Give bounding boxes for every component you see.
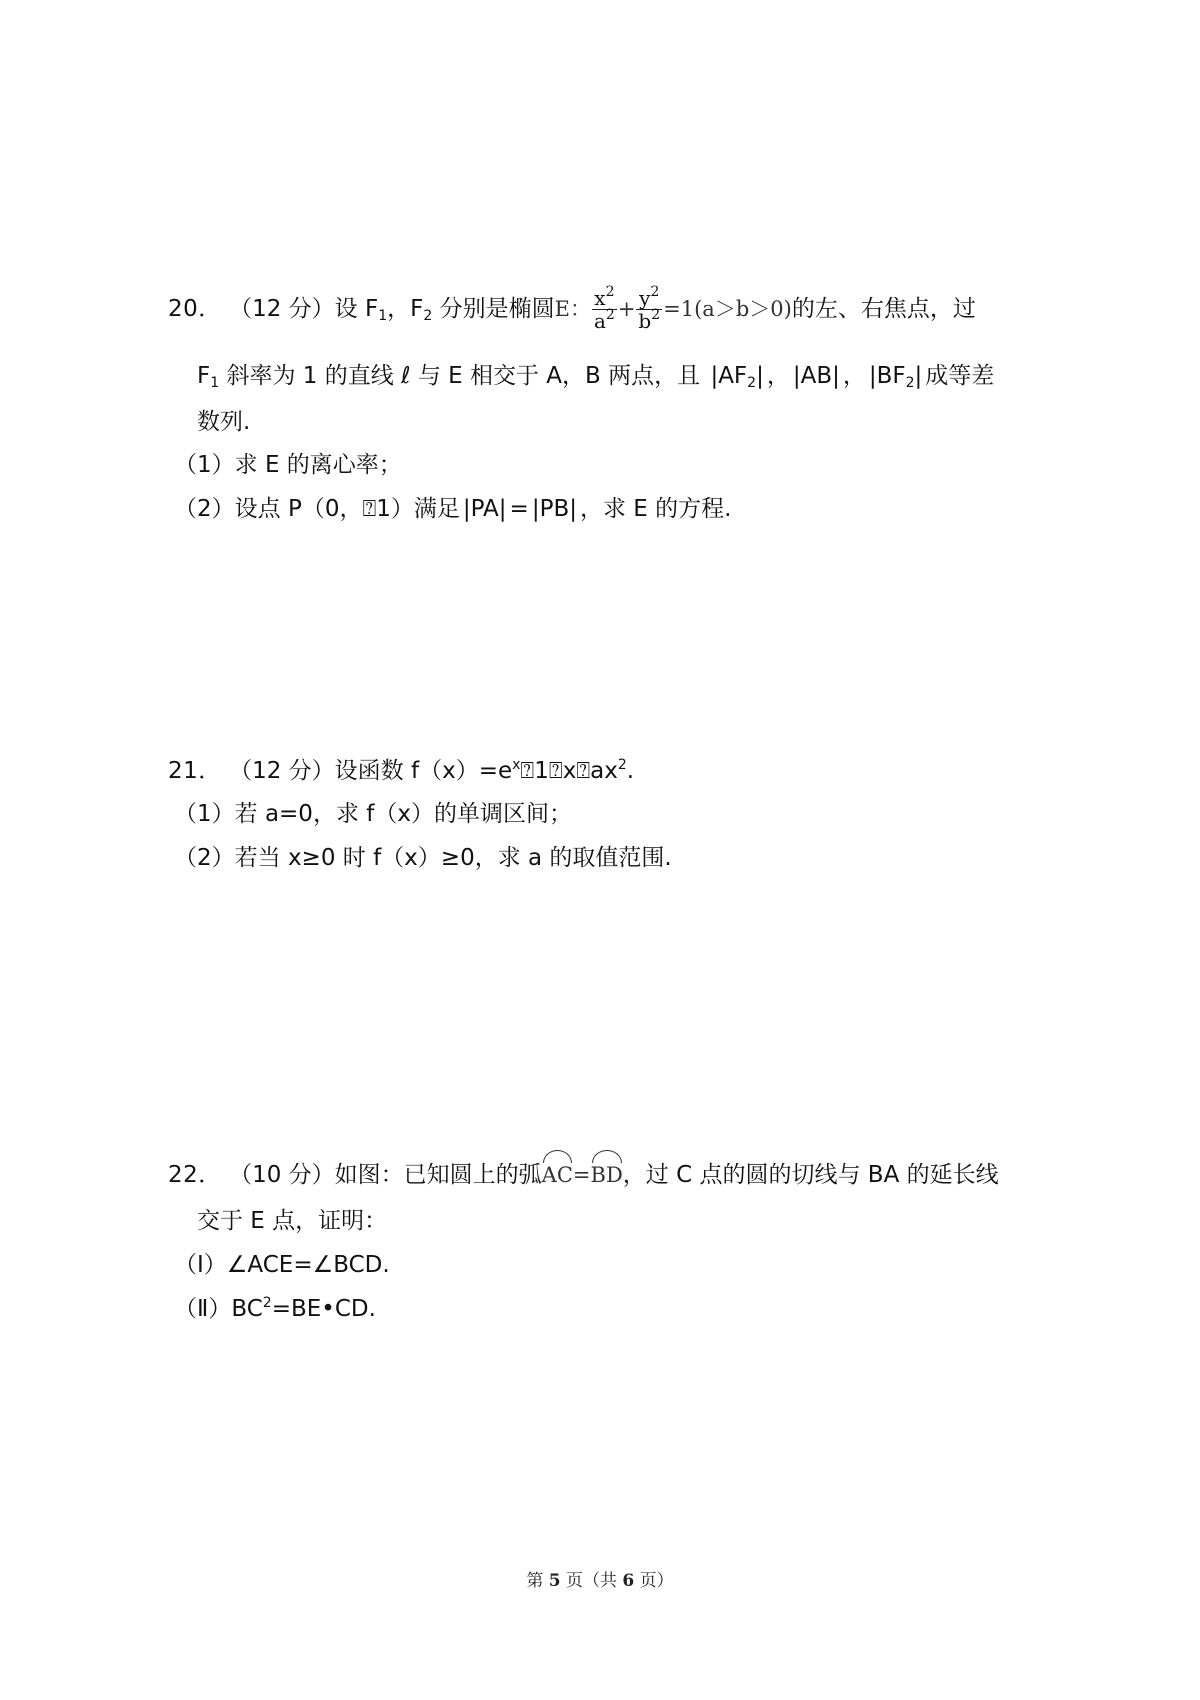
- abs-pb-text: PB: [539, 496, 570, 522]
- comma: ，: [766, 363, 790, 389]
- footer-mid: 页（共: [560, 1571, 623, 1591]
- missing-glyph: ⍰: [548, 758, 563, 784]
- q21-line1: [168, 754, 634, 788]
- abs-pa-text: PA: [470, 496, 499, 522]
- frac1-top: x: [594, 286, 606, 310]
- q20-line2-text: 斜率为 1 的直线 ℓ 与 E 相交于 A，B 两点，且: [219, 363, 701, 389]
- frac1-bot-sup: 2: [605, 307, 615, 323]
- page-total: 6: [622, 1571, 635, 1591]
- q20-mid2: 分别是椭圆: [432, 296, 555, 322]
- q21-mid2: x: [562, 758, 577, 784]
- frac2-top-sup: 2: [650, 284, 660, 300]
- q21-mid3: ax: [590, 758, 618, 784]
- q22-part1: （Ⅰ）∠ACE=∠BCD.: [174, 1252, 390, 1278]
- q22-part2-start: （Ⅱ）BC: [174, 1296, 263, 1322]
- q22-line2: 交于 E 点，证明：: [197, 1208, 388, 1234]
- q20-line1: [168, 284, 976, 333]
- abs-af2-sub: 2: [747, 375, 757, 391]
- missing-glyph: ⍰: [362, 496, 377, 522]
- arc-bd: BD: [591, 1152, 623, 1192]
- q22-points: （10 分）: [229, 1162, 335, 1188]
- fraction-x-over-a: [592, 284, 617, 333]
- q22-number: 22．: [168, 1162, 222, 1188]
- q20-line2-sub: 1: [210, 375, 220, 391]
- footer-prefix: 第: [526, 1571, 549, 1591]
- q20-line2: [197, 359, 994, 393]
- exp-2: 2: [617, 757, 627, 773]
- abs-ab: |AB|: [792, 363, 840, 389]
- q20-line3: 数列.: [197, 409, 251, 435]
- footer-suffix: 页）: [634, 1571, 674, 1591]
- q20-intro: 设 F: [334, 296, 379, 322]
- q21-end: .: [626, 758, 635, 784]
- abs-af2: $|AF_2|$: [710, 363, 764, 391]
- q22-tail: ，过 C 点的圆的切线与 BA 的延长线: [622, 1162, 999, 1188]
- q22-intro: 如图：已知圆上的弧: [334, 1162, 542, 1188]
- abs-af2-text: AF: [718, 363, 748, 389]
- missing-glyph: ⍰: [520, 758, 535, 784]
- page-footer: [0, 1566, 1200, 1591]
- abs-bf2-text: BF: [876, 363, 906, 389]
- abs-bf2: $|BF_2|$: [868, 363, 923, 391]
- frac1-bot: a: [593, 309, 606, 333]
- page-number: 5: [548, 1571, 561, 1591]
- q21-intro: 设函数 f（x）=e: [334, 758, 513, 784]
- q20-part1: （1）求 E 的离心率；: [174, 452, 402, 478]
- q20-sub2: 2: [423, 308, 433, 324]
- plus-sign: +: [617, 297, 636, 321]
- q20-line2-end: 成等差: [925, 363, 995, 389]
- ellipse-label: E：: [554, 297, 591, 321]
- q20-number: 20．: [168, 296, 222, 322]
- q20-part2-end: ，求 E 的方程.: [579, 496, 732, 522]
- q20-sub1: 1: [378, 308, 388, 324]
- q20-part2: [174, 492, 731, 526]
- q20-part2-mid: 1）满足: [376, 496, 460, 522]
- abs-pa: |PA|: [462, 496, 507, 522]
- q21-points: （12 分）: [229, 758, 335, 784]
- abs-pb: |PB|: [531, 496, 577, 522]
- arc-ac: AC: [542, 1152, 573, 1192]
- q22-part2: [174, 1292, 376, 1326]
- q22-part2-end: =BE•CD.: [271, 1296, 376, 1322]
- frac2-bot: b: [638, 309, 652, 333]
- q20-part2-start: （2）设点 P（0，: [174, 496, 363, 522]
- missing-glyph: ⍰: [576, 758, 591, 784]
- q22-part2-sup: 2: [262, 1295, 272, 1311]
- comma: ，: [842, 363, 866, 389]
- q21-mid: 1: [534, 758, 549, 784]
- q21-part1: （1）若 a=0，求 f（x）的单调区间；: [174, 801, 572, 827]
- q20-points: （12 分）: [229, 296, 335, 322]
- frac1-top-sup: 2: [605, 284, 615, 300]
- q20-mid1: ，F: [387, 296, 424, 322]
- q21-number: 21．: [168, 758, 222, 784]
- q20-line2-start: F: [197, 363, 211, 389]
- abs-bf2-sub: 2: [905, 375, 915, 391]
- fraction-y-over-b: [636, 284, 662, 333]
- abs-ab-text: AB: [800, 363, 833, 389]
- q21-part2: （2）若当 x≥0 时 f（x）≥0，求 a 的取值范围.: [174, 845, 672, 871]
- q20-tail: 的左、右焦点，过: [791, 296, 976, 322]
- frac2-top: y: [639, 286, 651, 310]
- equals: =: [509, 496, 529, 522]
- frac2-bot-sup: 2: [651, 307, 661, 323]
- exp-x: x: [512, 757, 521, 773]
- q22-line1: [168, 1152, 999, 1192]
- equation-rest: =1(a＞b＞0): [663, 297, 792, 321]
- equals: =: [572, 1163, 591, 1187]
